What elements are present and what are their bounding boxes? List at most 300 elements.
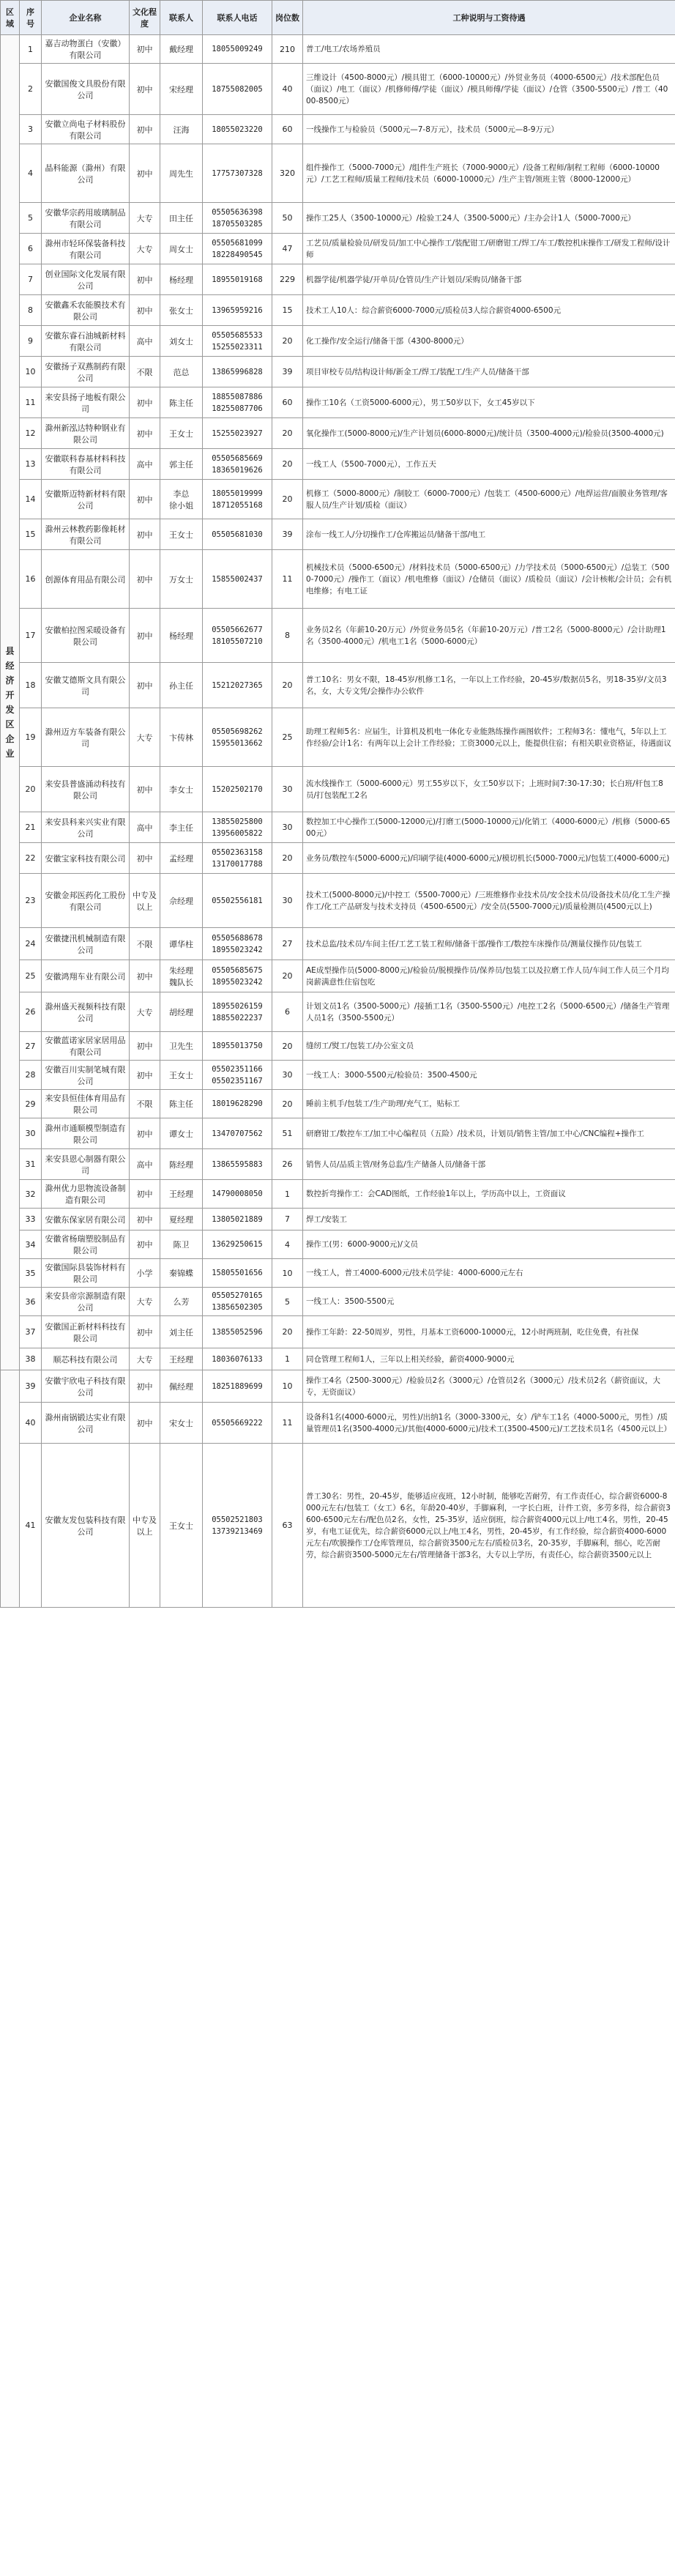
company-name: 安徽省杨瑞塑胶制品有限公司	[42, 1231, 130, 1259]
table-row	[1, 264, 675, 295]
post-count: 320	[272, 144, 303, 203]
post-count: 27	[272, 928, 303, 960]
job-description: 同仓管理工程师1人，三年以上相关经验，薪资4000-9000元	[303, 1348, 675, 1370]
contact-phone: 18251889699	[203, 1370, 272, 1403]
table-row	[1, 960, 675, 992]
contact-person: 张女士	[160, 295, 203, 326]
company-name: 安徽华宗药用玻璃制品有限公司	[42, 203, 130, 234]
job-description: 数控折弯操作工：会CAD图纸，工作经验1年以上，学历高中以上，工资面议	[303, 1180, 675, 1209]
post-count: 30	[272, 767, 303, 812]
company-name: 滁州南锅锻达实业有限公司	[42, 1403, 130, 1444]
education-level: 初中	[130, 295, 160, 326]
education-level: 初中	[130, 35, 160, 64]
post-count: 10	[272, 1370, 303, 1403]
row-number: 2	[20, 64, 42, 115]
post-count: 50	[272, 203, 303, 234]
job-description: 睡前主机手/包装工/生产助理/充气工，贴标工	[303, 1090, 675, 1118]
education-level: 初中	[130, 115, 160, 144]
table-row	[1, 708, 675, 767]
contact-phone: 18055023220	[203, 115, 272, 144]
post-count: 20	[272, 1316, 303, 1348]
contact-person: 范总	[160, 357, 203, 387]
post-count: 10	[272, 1259, 303, 1288]
job-description: 操作工(男：6000-9000元)/文员	[303, 1231, 675, 1259]
education-level: 初中	[130, 387, 160, 418]
post-count: 26	[272, 1149, 303, 1180]
row-number: 27	[20, 1032, 42, 1061]
table-row	[1, 767, 675, 812]
post-count: 20	[272, 960, 303, 992]
education-level: 初中	[130, 1231, 160, 1259]
row-number: 16	[20, 550, 42, 609]
contact-phone: 13855052596	[203, 1316, 272, 1348]
job-description: 操作工25人（3500-10000元）/检验工24人（3500-5000元）/主办会计1人（5000-7000元）	[303, 203, 675, 234]
education-level: 不限	[130, 928, 160, 960]
job-description: 业务员/数控车(5000-6000元)/印刷学徒(4000-6000元)/模切机长(5000-7000元)/包装工(4000-6000元)	[303, 843, 675, 874]
company-name: 安徽国正新材料科技有限公司	[42, 1316, 130, 1348]
table-row	[1, 64, 675, 115]
row-number: 36	[20, 1288, 42, 1316]
table-row	[1, 418, 675, 449]
contact-phone: 15212027365	[203, 663, 272, 708]
table-row	[1, 663, 675, 708]
contact-phone: 13865996828	[203, 357, 272, 387]
table-row	[1, 1032, 675, 1061]
post-count: 1	[272, 1348, 303, 1370]
region-cell: 县经济开发区企业	[1, 35, 20, 1370]
contact-phone: 13855025800 13956005822	[203, 812, 272, 843]
table-row	[1, 1209, 675, 1231]
job-description: 一线工人：3500-5500元	[303, 1288, 675, 1316]
job-description: 操作工年龄：22-50周岁，男性，月基本工资6000-10000元，12小时两班制，吃住免费，有社保	[303, 1316, 675, 1348]
education-level: 初中	[130, 843, 160, 874]
post-count: 51	[272, 1118, 303, 1149]
contact-person: 汪海	[160, 115, 203, 144]
post-count: 60	[272, 115, 303, 144]
table-row	[1, 550, 675, 609]
contact-person: 刘女士	[160, 326, 203, 357]
contact-phone: 05505636398 18705503285	[203, 203, 272, 234]
company-name: 滁州市通顺模型制造有限公司	[42, 1118, 130, 1149]
post-count: 60	[272, 387, 303, 418]
row-number: 19	[20, 708, 42, 767]
job-description: 化工操作/安全运行/储备干部（4300-8000元）	[303, 326, 675, 357]
region-cell	[1, 1370, 20, 1608]
contact-person: 佘经理	[160, 874, 203, 928]
company-name: 来安县扬子地板有限公司	[42, 387, 130, 418]
company-name: 滁州新泓达特种钢业有限公司	[42, 418, 130, 449]
job-description: 计划文员1名（3500-5000元）/接插工1名（3500-5500元）/电控工2名（5000-6500元）/储备生产管理人员1名（3500-5500元）	[303, 992, 675, 1032]
row-number: 41	[20, 1444, 42, 1608]
contact-person: 陈经理	[160, 1149, 203, 1180]
contact-phone: 18955019168	[203, 264, 272, 295]
education-level: 初中	[130, 64, 160, 115]
company-name: 安徽立尚电子材料股份有限公司	[42, 115, 130, 144]
table-row	[1, 449, 675, 480]
contact-person: 卫先生	[160, 1032, 203, 1061]
header-region: 区域	[1, 1, 20, 35]
contact-phone: 15255023927	[203, 418, 272, 449]
company-name: 来安县科来兴实业有限公司	[42, 812, 130, 843]
education-level: 高中	[130, 1149, 160, 1180]
company-name: 安徽扬子双燕制药有限公司	[42, 357, 130, 387]
header-company: 企业名称	[42, 1, 130, 35]
job-description: 项目审校专员/结构设计师/新金工/焊工/装配工/生产人员/储备干部	[303, 357, 675, 387]
contact-person: 谭华柱	[160, 928, 203, 960]
education-level: 大专	[130, 1288, 160, 1316]
company-name: 滁州盛天视频科技有限公司	[42, 992, 130, 1032]
education-level: 初中	[130, 1180, 160, 1209]
contact-person: 杨经理	[160, 264, 203, 295]
company-name: 安徽宝家科技有限公司	[42, 843, 130, 874]
contact-person: 王经理	[160, 1348, 203, 1370]
post-count: 5	[272, 1288, 303, 1316]
row-number: 12	[20, 418, 42, 449]
job-description: 普工10名：男女不限，18-45岁/机修工1名，一年以上工作经验，20-45岁/数据员5名，男18-35岁/文员3名，女，大专文凭/会操作办公软件	[303, 663, 675, 708]
company-name: 滁州云林教药影像耗材有限公司	[42, 519, 130, 550]
education-level: 初中	[130, 1032, 160, 1061]
table-row	[1, 1118, 675, 1149]
table-row	[1, 1444, 675, 1608]
row-number: 8	[20, 295, 42, 326]
contact-person: 宋经理	[160, 64, 203, 115]
job-description: 缝纫工/熨工/包装工/办公室文员	[303, 1032, 675, 1061]
company-name: 安徽鑫禾农能膜技术有限公司	[42, 295, 130, 326]
table-row	[1, 357, 675, 387]
table-row	[1, 1370, 675, 1403]
contact-person: 王女士	[160, 519, 203, 550]
contact-person: 王经理	[160, 1180, 203, 1209]
job-description: 机器学徒/机器学徒/开单员/仓管员/生产计划员/采购员/储备干部	[303, 264, 675, 295]
job-description: 三维设计（4500-8000元）/模具钳工（6000-10000元）/外贸业务员（4000-6500元）/技术部配色员（面议）/电工（面议）/机修师傅/学徒（面议）/模具师傅/学徒（面议）/仓管（3500-5500元）/普工（4000-8500元）	[303, 64, 675, 115]
job-description: 一线工人：3000-5500元/检验员：3500-4500元	[303, 1061, 675, 1090]
table-row	[1, 519, 675, 550]
contact-phone: 05502351166 05502351167	[203, 1061, 272, 1090]
education-level: 大专	[130, 1348, 160, 1370]
job-description: 技术工人10人：综合薪资6000-7000元/质检员3人综合薪资4000-6500元	[303, 295, 675, 326]
post-count: 11	[272, 1403, 303, 1444]
row-number: 10	[20, 357, 42, 387]
post-count: 47	[272, 234, 303, 264]
post-count: 11	[272, 550, 303, 609]
post-count: 20	[272, 1032, 303, 1061]
contact-phone: 15805501656	[203, 1259, 272, 1288]
row-number: 20	[20, 767, 42, 812]
education-level: 初中	[130, 1316, 160, 1348]
contact-phone: 05502363158 13170017788	[203, 843, 272, 874]
row-number: 25	[20, 960, 42, 992]
table-row	[1, 203, 675, 234]
post-count: 20	[272, 326, 303, 357]
table-row	[1, 1316, 675, 1348]
contact-phone: 05505685675 18955023242	[203, 960, 272, 992]
job-description: 普工30名：男性，20-45岁，能够适应夜班，12小时制，能够吃苦耐劳，有工作责任心，综合薪资6000-8000元左右/包装工（女工）6名，年龄20-40岁，手脚麻利，一字长白班，计件工资，多劳多得，综合薪资3600-6500元左右/配色员2名，女性，25-35岁，适应倒班，综合薪资4000元以上/电工4名，男性，20-45岁，有电工证优先，综合薪资6000元以上/电工4名，男性，20-45岁，有工作经验，综合薪资4000-6000元左右/吹膜操作工/仓库管理员，综合薪资3500元左右/质检员3名，20-35岁，手脚麻利，细心，吃苦耐劳，综合薪资3500-5000元左右/管理储备干部3名，大专以上学历，有责任心，综合薪资3500元以上	[303, 1444, 675, 1608]
row-number: 14	[20, 480, 42, 519]
post-count: 7	[272, 1209, 303, 1231]
row-number: 18	[20, 663, 42, 708]
post-count: 30	[272, 812, 303, 843]
contact-phone: 05505662677 18105507210	[203, 609, 272, 663]
table-row	[1, 1348, 675, 1370]
contact-person: 朱经理 魏队长	[160, 960, 203, 992]
post-count: 20	[272, 418, 303, 449]
education-level: 初中	[130, 550, 160, 609]
contact-phone: 18955026159 18855022237	[203, 992, 272, 1032]
table-row	[1, 115, 675, 144]
company-name: 滁州市轻环保装备科技有限公司	[42, 234, 130, 264]
job-description: 研磨钳工/数控车工/加工中心编程员（五险）/技术员，计划员/销售主管/加工中心/CNC编程+操作工	[303, 1118, 675, 1149]
contact-phone: 18855087886 18255087706	[203, 387, 272, 418]
post-count: 20	[272, 449, 303, 480]
contact-phone: 18955013750	[203, 1032, 272, 1061]
contact-phone: 05505685669 18365019626	[203, 449, 272, 480]
post-count: 4	[272, 1231, 303, 1259]
education-level: 大专	[130, 992, 160, 1032]
job-description: AE成型操作员(5000-8000元)/检验员/脱模操作员/保养员/包装工以及拉磨工作人员/车间工作人员三个月均岗薪满意性住宿包吃	[303, 960, 675, 992]
company-name: 安徽国际县装饰材料有限公司	[42, 1259, 130, 1288]
education-level: 初中	[130, 418, 160, 449]
company-name: 安徽捷汛机械制造有限公司	[42, 928, 130, 960]
contact-person: 戴经理	[160, 35, 203, 64]
table-row	[1, 609, 675, 663]
contact-person: 秦锦蝶	[160, 1259, 203, 1288]
contact-phone: 05505688678 18955023242	[203, 928, 272, 960]
contact-phone: 05505669222	[203, 1403, 272, 1444]
contact-phone: 18755082005	[203, 64, 272, 115]
company-name: 来安县普盛涌动科技有限公司	[42, 767, 130, 812]
table-row	[1, 1090, 675, 1118]
education-level: 初中	[130, 1403, 160, 1444]
contact-phone: 17757307328	[203, 144, 272, 203]
contact-person: 孟经理	[160, 843, 203, 874]
contact-person: 宋女士	[160, 1403, 203, 1444]
table-row	[1, 812, 675, 843]
row-number: 35	[20, 1259, 42, 1288]
row-number: 11	[20, 387, 42, 418]
job-description: 销售人员/品质主管/财务总监/生产储备人员/储备干部	[303, 1149, 675, 1180]
education-level: 初中	[130, 264, 160, 295]
contact-phone: 05505270165 13856502305	[203, 1288, 272, 1316]
row-number: 40	[20, 1403, 42, 1444]
education-level: 初中	[130, 960, 160, 992]
row-number: 15	[20, 519, 42, 550]
table-body	[1, 35, 675, 1608]
row-number: 3	[20, 115, 42, 144]
contact-person: 万女士	[160, 550, 203, 609]
row-number: 24	[20, 928, 42, 960]
contact-person: 刘主任	[160, 1316, 203, 1348]
education-level: 大专	[130, 708, 160, 767]
contact-person: 周女士	[160, 234, 203, 264]
post-count: 20	[272, 663, 303, 708]
row-number: 26	[20, 992, 42, 1032]
row-number: 1	[20, 35, 42, 64]
job-description: 助理工程师5名：应届生，计算机及机电一体化专业能熟练操作画图软件；工程师3名：懂电气，5年以上工作经验/会计1名：有两年以上会计工作经验；工资3000元以上，能提供住宿；有相关职业资格证，待遇面议	[303, 708, 675, 767]
row-number: 22	[20, 843, 42, 874]
company-name: 嘉吉动物蛋白（安徽）有限公司	[42, 35, 130, 64]
post-count: 20	[272, 1090, 303, 1118]
post-count: 39	[272, 519, 303, 550]
company-name: 安徽宇欣电子科技有限公司	[42, 1370, 130, 1403]
contact-person: 陈卫	[160, 1231, 203, 1259]
company-name: 晶科能源（滁州）有限公司	[42, 144, 130, 203]
education-level: 高中	[130, 812, 160, 843]
education-level: 初中	[130, 519, 160, 550]
company-name: 安徽柏拉图采暖设备有限公司	[42, 609, 130, 663]
education-level: 初中	[130, 1061, 160, 1090]
header-contact: 联系人	[160, 1, 203, 35]
row-number: 31	[20, 1149, 42, 1180]
post-count: 15	[272, 295, 303, 326]
education-level: 中专及以上	[130, 874, 160, 928]
company-name: 来安县帝宗源制造有限公司	[42, 1288, 130, 1316]
job-description: 氧化操作工(5000-8000元)/生产计划员(6000-8000元)/统计员（3500-4000元)/检验员(3500-4000元)	[303, 418, 675, 449]
job-description: 涂布一线工人/分切操作工/仓库搬运员/储备干部/电工	[303, 519, 675, 550]
contact-person: 李主任	[160, 812, 203, 843]
company-name: 安徽联科春基材料科技有限公司	[42, 449, 130, 480]
contact-phone: 13965959216	[203, 295, 272, 326]
table-row	[1, 843, 675, 874]
education-level: 初中	[130, 1118, 160, 1149]
contact-person: 卞传林	[160, 708, 203, 767]
company-name: 安徽金邦医药化工股份有限公司	[42, 874, 130, 928]
job-description: 焊工/安装工	[303, 1209, 675, 1231]
table-row	[1, 1403, 675, 1444]
post-count: 20	[272, 843, 303, 874]
table-row	[1, 295, 675, 326]
post-count: 6	[272, 992, 303, 1032]
education-level: 大专	[130, 203, 160, 234]
job-description: 组件操作工（5000-7000元）/组件生产班长（7000-9000元）/设备工程师/制程工程师（6000-10000元）/工艺工程师/质量工程师/技术员（6000-10000元）/生产主管/领班主管（8000-12000元）	[303, 144, 675, 203]
row-number: 37	[20, 1316, 42, 1348]
company-name: 顺芯科技有限公司	[42, 1348, 130, 1370]
company-name: 滁州优力思物流设备制造有限公司	[42, 1180, 130, 1209]
job-description: 一线操作工与检验员（5000元—7-8万元），技术员（5000元—8-9万元）	[303, 115, 675, 144]
header-education: 文化程度	[130, 1, 160, 35]
contact-phone: 05505681099 18228490545	[203, 234, 272, 264]
row-number: 34	[20, 1231, 42, 1259]
job-description: 一线工人（5500-7000元），工作五天	[303, 449, 675, 480]
table-row	[1, 387, 675, 418]
table-row	[1, 480, 675, 519]
job-description: 一线工人，普工4000-6000元/技术员学徒：4000-6000元左右	[303, 1259, 675, 1288]
contact-phone: 14790008050	[203, 1180, 272, 1209]
contact-phone: 13470707562	[203, 1118, 272, 1149]
company-name: 安徽斯迈特新材料有限公司	[42, 480, 130, 519]
row-number: 30	[20, 1118, 42, 1149]
contact-phone: 15202502170	[203, 767, 272, 812]
table-row	[1, 1231, 675, 1259]
row-number: 17	[20, 609, 42, 663]
contact-phone: 05505681030	[203, 519, 272, 550]
contact-person: 陈主任	[160, 387, 203, 418]
contact-phone: 18036076133	[203, 1348, 272, 1370]
header-phone: 联系人电话	[203, 1, 272, 35]
contact-phone: 18019628290	[203, 1090, 272, 1118]
education-level: 大专	[130, 234, 160, 264]
education-level: 高中	[130, 449, 160, 480]
row-number: 9	[20, 326, 42, 357]
contact-phone: 13865595883	[203, 1149, 272, 1180]
contact-person: 谭女士	[160, 1118, 203, 1149]
row-number: 39	[20, 1370, 42, 1403]
education-level: 不限	[130, 357, 160, 387]
table-row	[1, 144, 675, 203]
job-description: 设备科1名(4000-6000元，男性)/出纳1名（3000-3300元，女）/铲车工1名（4000-5000元，男性）/质量管理员1名(3500-4000元)/其他(4000-6000元)/技术工(3500-4500元)/工艺技术员1名（4500元以上）	[303, 1403, 675, 1444]
contact-person: 孙主任	[160, 663, 203, 708]
header-posts: 岗位数	[272, 1, 303, 35]
education-level: 中专及以上	[130, 1444, 160, 1608]
row-number: 33	[20, 1209, 42, 1231]
table-row	[1, 1149, 675, 1180]
contact-phone: 15855002437	[203, 550, 272, 609]
post-count: 20	[272, 480, 303, 519]
job-description: 技术总监/技术员/车间主任/工艺工装工程师/储备干部/操作工/数控车床操作员/测量仪操作员/包装工	[303, 928, 675, 960]
job-description: 操作工10名（工资5000-6000元），男工50岁以下，女工45岁以下	[303, 387, 675, 418]
row-number: 21	[20, 812, 42, 843]
education-level: 初中	[130, 1209, 160, 1231]
job-description: 工艺员/质量检验员/研发员/加工中心操作工/装配钳工/研磨钳工/焊工/车工/数控机床操作工/研发工程师/设计师	[303, 234, 675, 264]
table-row	[1, 326, 675, 357]
contact-person: 田主任	[160, 203, 203, 234]
contact-phone: 13629250615	[203, 1231, 272, 1259]
education-level: 初中	[130, 144, 160, 203]
table-row	[1, 234, 675, 264]
contact-phone: 05502556181	[203, 874, 272, 928]
contact-person: 周先生	[160, 144, 203, 203]
row-number: 28	[20, 1061, 42, 1090]
table-header-row	[1, 1, 675, 35]
row-number: 29	[20, 1090, 42, 1118]
company-name: 创业国际文化发展有限公司	[42, 264, 130, 295]
contact-phone: 05505698262 15955013662	[203, 708, 272, 767]
table-row	[1, 1061, 675, 1090]
education-level: 小学	[130, 1259, 160, 1288]
contact-person: 李女士	[160, 767, 203, 812]
contact-person: 佩经理	[160, 1370, 203, 1403]
contact-person: 杨经理	[160, 609, 203, 663]
header-description: 工种说明与工资待遇	[303, 1, 675, 35]
company-name: 来安县恩心制器有限公司	[42, 1149, 130, 1180]
row-number: 38	[20, 1348, 42, 1370]
education-level: 初中	[130, 480, 160, 519]
post-count: 25	[272, 708, 303, 767]
company-name: 来安县恒佳体育用品有限公司	[42, 1090, 130, 1118]
post-count: 30	[272, 1061, 303, 1090]
education-level: 高中	[130, 326, 160, 357]
row-number: 13	[20, 449, 42, 480]
table-row	[1, 35, 675, 64]
contact-phone: 18055009249	[203, 35, 272, 64]
row-number: 23	[20, 874, 42, 928]
company-name: 安徽国俊文具股份有限公司	[42, 64, 130, 115]
education-level: 初中	[130, 1370, 160, 1403]
contact-person: 夏经理	[160, 1209, 203, 1231]
table-row	[1, 928, 675, 960]
contact-person: 李总 徐小姐	[160, 480, 203, 519]
row-number: 6	[20, 234, 42, 264]
job-description: 机械技术员（5000-6500元）/材料技术员（5000-6500元）/力学技术员（5000-6500元）/总装工（5000-7000元）/操作工（面议）/机电维修（面议）/仓储员（面议）/质检员（面议）/会计核帐/会计员；会有机电维修；有电工证	[303, 550, 675, 609]
job-description: 数控加工中心操作工(5000-12000元)/打磨工(5000-10000元)/化销工（4000-6000元）/机修（5000-6500元）	[303, 812, 675, 843]
company-name: 安徽艾德斯文具有限公司	[42, 663, 130, 708]
table-row	[1, 1288, 675, 1316]
row-number: 5	[20, 203, 42, 234]
contact-person: 王女士	[160, 1444, 203, 1608]
header-number: 序号	[20, 1, 42, 35]
job-description: 机修工（5000-8000元）/制胶工（6000-7000元）/包装工（4500-6000元）/电焊运营/面膜业务管理/客服人员/生产计划/质检（面议）	[303, 480, 675, 519]
job-description: 业务员2名（年薪10-20万元）/外贸业务员5名（年薪10-20万元）/普工2名（5000-8000元）/会计助理1名（3500-4000元）/机电工1名（5000-6000元）	[303, 609, 675, 663]
company-name: 安徽鸿翔车业有限公司	[42, 960, 130, 992]
